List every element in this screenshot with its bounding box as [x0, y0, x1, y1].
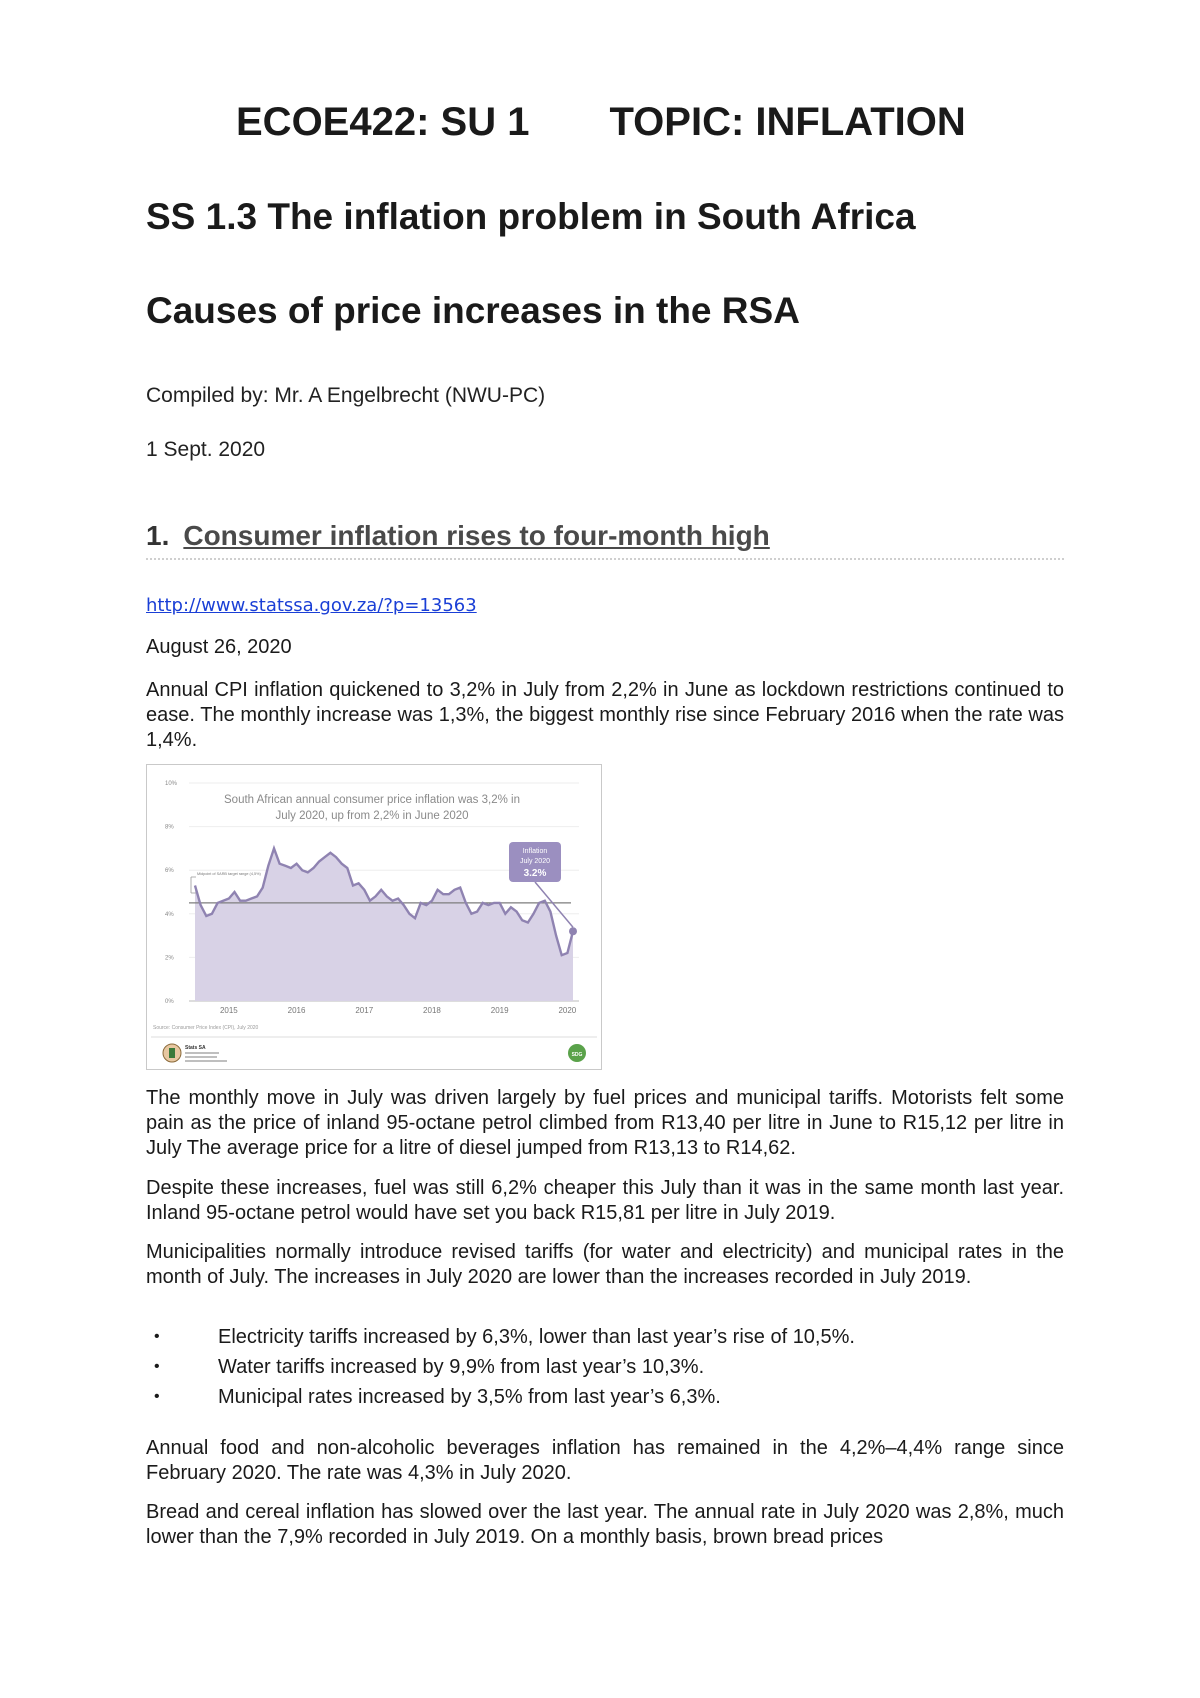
topic-label: TOPIC: INFLATION — [609, 100, 966, 144]
tariff-list — [146, 1322, 1064, 1412]
y-tick-label: 10% — [165, 781, 178, 787]
chart-svg — [147, 765, 601, 1069]
band-note: Midpoint of SARB target range (4,5%) — [197, 872, 261, 876]
list-item — [146, 1322, 1064, 1352]
sdg-logo-text: SDG — [571, 1052, 583, 1058]
x-tick-label: 2017 — [355, 1006, 374, 1015]
x-tick-label: 2020 — [558, 1006, 577, 1015]
bullet-marker: • — [154, 1328, 160, 1345]
july-2020-point — [569, 927, 577, 935]
paragraph-3: Despite these increases, fuel was still 6,2% cheaper this July than it was in the same month last year. Inland 95-octane petrol would have set you back R15,81 per litre in July 2019. — [146, 1177, 1064, 1224]
source-link[interactable]: http://www.statssa.gov.za/?p=13563 — [146, 595, 477, 616]
chart-source: Source: Consumer Price Index (CPI), July 2020 — [153, 1025, 259, 1031]
paragraph-5: Annual food and non-alcoholic beverages inflation has remained in the 4,2%–4,4% range since February 2020. The rate was 4,3% in July 2020. — [146, 1437, 1064, 1484]
y-tick-label: 4% — [165, 911, 174, 918]
section-title: Consumer inflation rises to four-month high — [183, 520, 770, 551]
y-tick-label: 8% — [165, 824, 174, 831]
list-item-text: Water tariffs increased by 9,9% from last year’s 10,3%. — [218, 1356, 705, 1378]
document-date: 1 Sept. 2020 — [146, 438, 266, 461]
compiled-by: Compiled by: Mr. A Engelbrecht (NWU-PC) — [146, 384, 546, 407]
sdg-logo — [568, 1044, 586, 1062]
paragraph-2: The monthly move in July was driven largely by fuel prices and municipal tariffs. Motorists felt some pain as the price of inland 95-octane petrol climbed from R13,40 per litre in June to R15,12 per litre in July The average price for a litre of diesel jumped from R13,13 to R14,62. — [146, 1087, 1064, 1159]
list-item — [146, 1352, 1064, 1382]
stats-sa-logo-text: Stats SA — [185, 1045, 206, 1051]
paragraph-4: Municipalities normally introduce revised tariffs (for water and electricity) and municipal rates in the month of July. The increases in July 2020 are lower than the increases recorded in July 2019. — [146, 1241, 1064, 1288]
callout-line2: July 2020 — [520, 858, 550, 865]
inflation-chart — [146, 764, 602, 1070]
list-item — [146, 1382, 1064, 1412]
list-item-text: Municipal rates increased by 3,5% from last year’s 6,3%. — [218, 1386, 721, 1408]
y-tick-label: 2% — [165, 955, 174, 962]
x-tick-label: 2015 — [219, 1006, 238, 1015]
x-tick-label: 2019 — [490, 1006, 509, 1015]
paragraph-6: Bread and cereal inflation has slowed over the last year. The annual rate in July 2020 was 2,8%, much lower than the 7,9% recorded in July 2019. On a monthly basis, brown bread prices — [146, 1501, 1064, 1548]
y-tick-label: 6% — [165, 868, 174, 875]
page-title: Causes of price increases in the RSA — [146, 290, 800, 331]
chart-title-line2: July 2020, up from 2,2% in June 2020 — [275, 810, 469, 822]
document-header — [236, 100, 966, 145]
chart-title-line1: South African annual consumer price inflation was 3,2% in — [224, 794, 520, 806]
paragraph-1: Annual CPI inflation quickened to 3,2% in July from 2,2% in June as lockdown restrictions continued to ease. The monthly increase was 1,3%, the biggest monthly rise since February 2016 when the rate was 1,4%. — [146, 679, 1064, 751]
course-code: ECOE422: SU 1 — [236, 100, 530, 144]
section-number: 1. — [146, 520, 170, 551]
section-heading — [146, 520, 1064, 560]
article-date: August 26, 2020 — [146, 636, 292, 658]
bullet-marker: • — [154, 1358, 160, 1375]
subheading: SS 1.3 The inflation problem in South Africa — [146, 196, 916, 237]
list-item-text: Electricity tariffs increased by 6,3%, lower than last year’s rise of 10,5%. — [218, 1326, 855, 1348]
y-tick-label: 0% — [165, 999, 174, 1005]
bullet-marker: • — [154, 1388, 160, 1405]
callout-value: 3.2% — [523, 868, 547, 879]
callout-line1: Inflation — [522, 848, 548, 855]
x-tick-label: 2018 — [423, 1006, 441, 1015]
x-tick-label: 2016 — [287, 1006, 306, 1015]
